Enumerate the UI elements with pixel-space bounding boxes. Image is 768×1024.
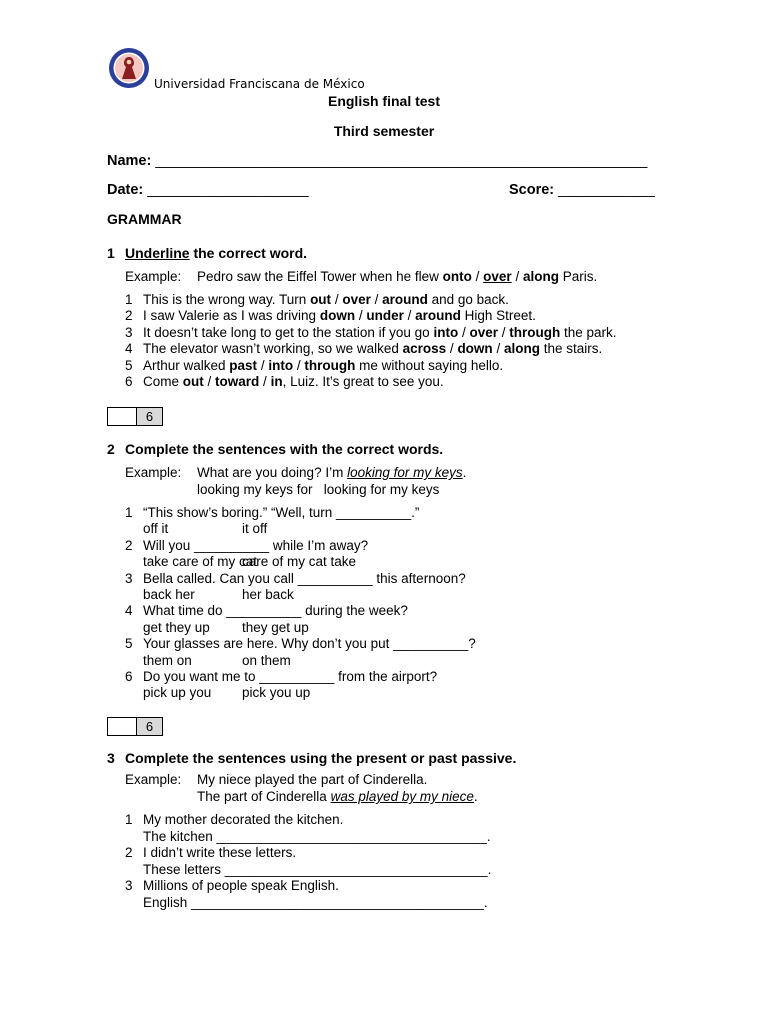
- q1-option-3[interactable]: along: [503, 341, 540, 357]
- q1-item-number: 1: [125, 292, 133, 307]
- score-blank[interactable]: ____________: [558, 182, 655, 198]
- q2-item-sentence[interactable]: Your glasses are here. Why don’t you put __________?: [143, 636, 476, 652]
- q3-example-line2: [197, 789, 478, 804]
- q1-example-pre: Pedro saw the Eiffel Tower when he flew: [197, 269, 443, 284]
- q2-score-input[interactable]: [108, 718, 137, 735]
- q1-example-opt2: over: [483, 269, 512, 284]
- section-title: GRAMMAR: [107, 211, 182, 227]
- q1-item-pre: This is the wrong way. Turn: [143, 292, 311, 307]
- q1-example: [197, 269, 597, 284]
- q2-example-options: looking my keys for looking for my keys: [197, 482, 440, 497]
- q1-item-pre: It doesn’t take long to get to the station if you go: [143, 324, 434, 340]
- q2-score-box: [107, 717, 163, 736]
- q3-item-sentence: Millions of people speak English.: [143, 878, 339, 893]
- q2-option-a[interactable]: back her: [143, 587, 195, 602]
- q2-option-b[interactable]: her back: [242, 587, 294, 602]
- q1-item-post: High Street.: [460, 308, 536, 324]
- q3-item-number: 3: [125, 878, 133, 893]
- q3-item-number: 1: [125, 812, 133, 827]
- q1-item-pre: I saw Valerie as I was driving: [143, 308, 320, 324]
- q3-answer-line[interactable]: The kitchen ____________________________________.: [143, 828, 491, 844]
- q1-example-sep2: /: [511, 269, 523, 284]
- university-seal-logo: [108, 47, 150, 89]
- q1-example-opt1: onto: [442, 269, 472, 284]
- q2-item-number: 6: [125, 669, 133, 684]
- q1-item: I saw Valerie as I was driving down / under / around High Street.: [143, 308, 536, 324]
- q2-example: [197, 465, 466, 480]
- q1-item-number: 6: [125, 374, 133, 389]
- q1-option-1[interactable]: across: [402, 341, 447, 357]
- q1-score-total: 6: [137, 408, 162, 425]
- q1-item-post: the park.: [560, 324, 617, 340]
- q2-instr-text: Complete the sentences with the correct words.: [125, 441, 444, 457]
- q1-item-pre: The elevator wasn’t working, so we walked: [143, 341, 403, 357]
- q1-example-opt3: along: [522, 269, 559, 284]
- q3-instr-text: Complete the sentences using the present or past passive.: [125, 750, 517, 766]
- name-label: Name:: [107, 153, 152, 169]
- date-label: Date:: [107, 182, 144, 198]
- q1-item-post: , Luiz. It’s great to see you.: [282, 374, 444, 389]
- q1-option-2[interactable]: down: [457, 341, 493, 357]
- q1-item-post: me without saying hello.: [355, 357, 504, 373]
- q1-item-pre: Arthur walked: [143, 357, 230, 373]
- q1-option-1[interactable]: down: [319, 308, 356, 324]
- q3-example-answer: was played by my niece: [330, 789, 474, 804]
- q3-example-line1: My niece played the part of Cinderella.: [197, 772, 428, 787]
- q2-item-number: 4: [125, 603, 133, 619]
- q1-item: It doesn’t take long to get to the station if you go into / over / through the park.: [143, 324, 617, 340]
- q1-option-3[interactable]: through: [509, 324, 561, 340]
- q1-item-number: 4: [125, 341, 133, 357]
- q1-option-2[interactable]: under: [366, 308, 404, 324]
- q2-option-b[interactable]: pick you up: [242, 685, 311, 701]
- q2-item-number: 5: [125, 636, 133, 652]
- q1-item: Arthur walked past / into / through me without saying hello.: [143, 357, 504, 373]
- q1-item-number: 5: [125, 357, 133, 373]
- q1-item-post: the stairs.: [539, 341, 603, 357]
- q1-item-pre: Come: [143, 374, 183, 389]
- q2-option-a[interactable]: get they up: [143, 619, 210, 635]
- date-blank[interactable]: ____________________: [147, 182, 309, 198]
- q2-option-b[interactable]: it off: [242, 521, 268, 537]
- score-label: Score:: [509, 182, 555, 198]
- q1-item: This is the wrong way. Turn out / over / around and go back.: [143, 292, 509, 307]
- q3-example-pre: The part of Cinderella: [197, 789, 331, 804]
- q2-example-pre: What are you doing? I’m: [197, 465, 348, 480]
- q2-item-sentence[interactable]: Will you __________ while I’m away?: [143, 537, 369, 553]
- q2-item-sentence[interactable]: Bella called. Can you call __________ this afternoon?: [143, 570, 466, 586]
- q1-option-2[interactable]: over: [342, 292, 371, 307]
- score-field[interactable]: [509, 182, 655, 198]
- q2-number: 2: [107, 441, 115, 457]
- q2-option-b[interactable]: they get up: [242, 619, 309, 635]
- q1-option-2[interactable]: toward: [215, 374, 260, 389]
- q3-item-sentence: My mother decorated the kitchen.: [143, 812, 344, 827]
- q2-example-post: .: [462, 465, 467, 480]
- name-field[interactable]: [107, 153, 647, 169]
- q3-answer-line[interactable]: English _______________________________________.: [143, 894, 488, 910]
- q1-option-1[interactable]: out: [310, 292, 332, 307]
- q1-example-post: Paris.: [558, 269, 598, 284]
- q1-option-1[interactable]: past: [229, 357, 258, 373]
- q2-item-number: 2: [125, 537, 133, 553]
- q2-item-sentence[interactable]: Do you want me to __________ from the airport?: [143, 669, 438, 684]
- q1-score-box: [107, 407, 163, 426]
- q1-item-number: 2: [125, 308, 133, 324]
- q1-example-sep1: /: [471, 269, 484, 284]
- q1-instr-underlined: Underline: [125, 245, 190, 261]
- q1-example-label: Example:: [125, 269, 182, 284]
- q1-option-1[interactable]: into: [433, 324, 459, 340]
- q3-item-number: 2: [125, 845, 133, 860]
- q2-option-a[interactable]: them on: [143, 652, 192, 668]
- q3-instruction: [107, 750, 516, 766]
- q2-example-label: Example:: [125, 465, 182, 480]
- q2-example-answer: looking for my keys: [347, 465, 463, 480]
- q2-item-sentence[interactable]: What time do __________ during the week?: [143, 603, 408, 619]
- q3-answer-line[interactable]: These letters ___________________________________.: [143, 861, 492, 877]
- test-title: English final test: [327, 93, 440, 109]
- q1-option-2[interactable]: over: [469, 324, 498, 340]
- q2-item-sentence[interactable]: “This show’s boring.” “Well, turn __________.”: [143, 505, 420, 520]
- q1-item: The elevator wasn’t working, so we walked across / down / along the stairs.: [143, 341, 603, 357]
- q1-number: 1: [107, 245, 115, 261]
- q2-option-b[interactable]: care of my cat take: [242, 554, 357, 570]
- university-name: Universidad Franciscana de México: [154, 77, 365, 91]
- q3-example-label: Example:: [125, 772, 182, 787]
- q2-option-b[interactable]: on them: [242, 652, 291, 668]
- q1-score-input[interactable]: [108, 408, 137, 425]
- date-field[interactable]: [107, 182, 309, 198]
- q1-option-3[interactable]: in: [270, 374, 283, 389]
- q2-item-number: 1: [125, 505, 133, 520]
- q3-item-sentence: I didn’t write these letters.: [143, 845, 297, 860]
- q1-item-post: and go back.: [427, 292, 509, 307]
- q1-instr-rest: the correct word.: [189, 245, 308, 261]
- q2-option-a[interactable]: off it: [143, 521, 169, 537]
- q1-item-number: 3: [125, 324, 133, 340]
- q2-instruction: [107, 441, 443, 457]
- q1-item: Come out / toward / in, Luiz. It’s great to see you.: [143, 374, 444, 389]
- q1-instruction: [107, 245, 307, 261]
- q1-option-3[interactable]: through: [304, 357, 356, 373]
- q1-option-3[interactable]: around: [415, 308, 461, 324]
- q3-number: 3: [107, 750, 115, 766]
- q3-example-post: .: [473, 789, 478, 804]
- test-subtitle: Third semester: [333, 123, 435, 139]
- name-blank[interactable]: _____________________________________________________________: [155, 153, 648, 169]
- q2-option-a[interactable]: take care of my cat: [143, 554, 258, 570]
- q2-item-number: 3: [125, 570, 133, 586]
- q2-option-a[interactable]: pick up you: [143, 685, 212, 701]
- q1-option-1[interactable]: out: [182, 374, 204, 389]
- q2-score-total: 6: [137, 718, 162, 735]
- q1-option-2[interactable]: into: [268, 357, 294, 373]
- q1-option-3[interactable]: around: [382, 292, 428, 307]
